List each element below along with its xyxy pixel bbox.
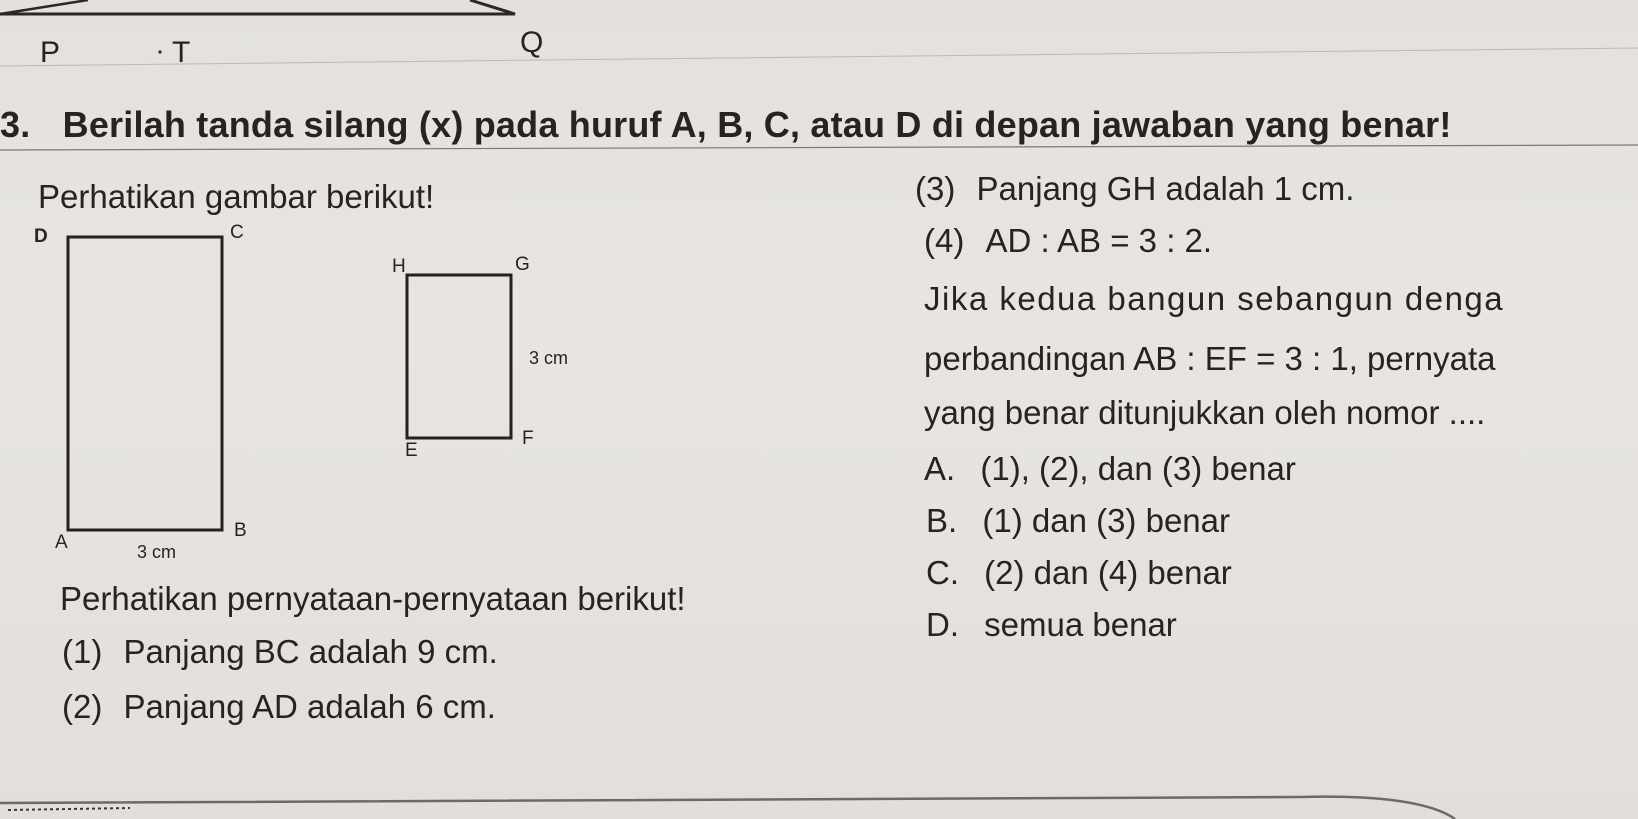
label-q: Q: [520, 26, 544, 59]
height-label-fg: 3 cm: [529, 348, 569, 368]
instruction-text: Berilah tanda silang (x) pada huruf A, B, C, atau D di depan jawaban yang benar!: [62, 104, 1452, 145]
top-triangle-left-edge: [0, 0, 88, 14]
statement-number: (3): [915, 170, 956, 207]
question-number: 3.: [0, 104, 31, 145]
bottom-edge-line: [0, 797, 1455, 819]
vertex-a: A: [55, 532, 68, 553]
option-text: (2) dan (4) benar: [984, 554, 1232, 591]
label-p: P: [40, 36, 61, 69]
statement-text: Panjang AD adalah 6 cm.: [123, 688, 496, 725]
top-rule: [0, 48, 1638, 66]
figure-intro: Perhatikan gambar berikut!: [38, 178, 435, 215]
statement-3: [915, 170, 1354, 208]
statement-number: (4): [924, 222, 965, 259]
statement-text: Panjang BC adalah 9 cm.: [123, 633, 498, 670]
label-t: T: [172, 36, 191, 69]
option-letter: C.: [926, 554, 959, 591]
option-d[interactable]: [926, 606, 1177, 644]
condition-line-3: yang benar ditunjukkan oleh nomor ....: [924, 394, 1486, 431]
statement-4: [924, 222, 1212, 260]
condition-line-1: Jika kedua bangun sebangun denga: [924, 280, 1505, 317]
statement-1: [62, 633, 498, 671]
option-c[interactable]: [926, 554, 1232, 592]
vertex-d: D: [34, 226, 48, 247]
option-a[interactable]: [924, 450, 1296, 488]
option-text: (1) dan (3) benar: [982, 502, 1230, 539]
statement-number: (2): [62, 688, 103, 725]
statement-text: AD : AB = 3 : 2.: [985, 222, 1213, 259]
vertex-f: F: [522, 428, 534, 449]
vertex-h: H: [392, 256, 406, 277]
rectangle-abcd: [68, 237, 222, 530]
vertex-g: G: [515, 254, 530, 275]
option-letter: D.: [926, 606, 959, 643]
statement-2: [62, 688, 496, 726]
width-label-ab: 3 cm: [137, 542, 177, 562]
instruction-heading: [0, 104, 1452, 146]
vertex-e: E: [405, 440, 418, 461]
statements-intro: Perhatikan pernyataan-pernyataan berikut!: [60, 580, 686, 617]
option-b[interactable]: [926, 502, 1230, 540]
point-t-dot: [158, 50, 161, 53]
option-text: semua benar: [984, 606, 1177, 643]
answer-dotted-line: [8, 808, 130, 810]
condition-line-2: perbandingan AB : EF = 3 : 1, pernyata: [924, 340, 1496, 377]
option-text: (1), (2), dan (3) benar: [980, 450, 1296, 487]
rectangle-efgh: [407, 275, 511, 438]
option-letter: B.: [926, 502, 958, 539]
statement-text: Panjang GH adalah 1 cm.: [976, 170, 1355, 207]
vertex-c: C: [230, 222, 244, 243]
statement-number: (1): [62, 633, 103, 670]
vertex-b: B: [234, 520, 247, 541]
option-letter: A.: [924, 450, 956, 487]
